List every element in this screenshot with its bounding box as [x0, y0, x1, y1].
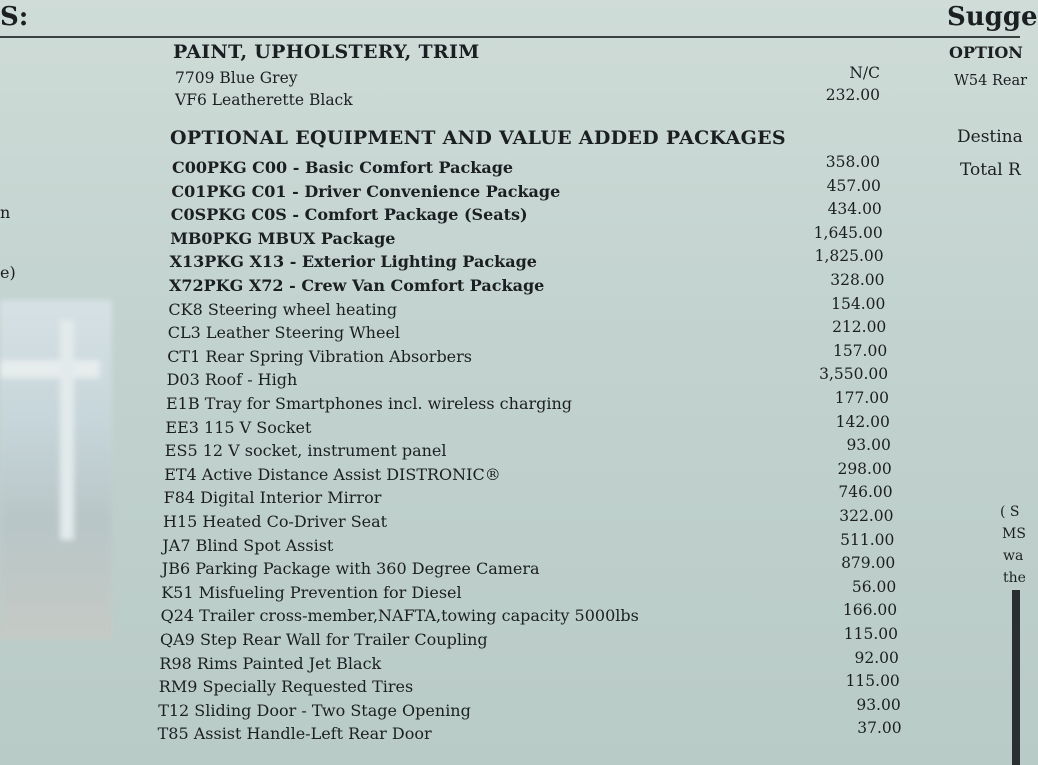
option-item-code: QA9 Step Rear Wall for Trailer Coupling [160, 630, 488, 649]
option-item-price: 93.00 [856, 695, 901, 714]
option-item-code: MB0PKG MBUX Package [170, 228, 396, 248]
option-item-label [162, 559, 540, 578]
option-item-code: C0SPKG C0S [170, 205, 287, 225]
option-item-label [167, 370, 298, 389]
right-total-label: Total R [960, 160, 1021, 180]
option-item-desc: - Basic Comfort Package [287, 158, 514, 177]
option-item-code: X13PKG X13 [169, 252, 285, 272]
option-item-price: 434.00 [827, 200, 882, 219]
option-item-label [159, 677, 413, 696]
background-bar [0, 360, 100, 378]
right-option-header: OPTION [949, 43, 1023, 62]
option-item-code: JB6 Parking Package with 360 Degree Camera [161, 559, 540, 579]
option-item-price: 298.00 [837, 459, 892, 478]
option-item-code: EE3 115 V Socket [165, 417, 312, 437]
option-item-label [168, 300, 397, 319]
option-item-price: 157.00 [832, 341, 888, 360]
right-note-line: wa [1003, 548, 1024, 564]
option-item-code: F84 Digital Interior Mirror [163, 488, 382, 508]
option-item-desc: - Crew Van Comfort Package [283, 276, 545, 295]
option-item-label [171, 205, 528, 224]
background-edge-strip [1012, 590, 1020, 765]
option-item-label [161, 583, 461, 602]
option-item-price: 1,645.00 [813, 223, 883, 242]
option-item-price: 879.00 [841, 554, 896, 573]
option-item-label [167, 347, 472, 366]
option-item-label [163, 512, 387, 531]
right-note-line: the [1003, 570, 1026, 586]
header-left-fragment: S: [0, 2, 29, 32]
option-item-code: CL3 Leather Steering Wheel [167, 323, 401, 343]
option-item-label [161, 606, 639, 625]
option-item-price: 322.00 [839, 507, 894, 525]
option-item-label [170, 229, 395, 248]
option-item-code: H15 Heated Co-Driver Seat [163, 512, 388, 531]
option-item-price: 37.00 [857, 719, 902, 738]
option-item-label [171, 182, 560, 201]
option-item-price: 166.00 [842, 601, 898, 620]
option-item-code: R98 Rims Painted Jet Black [159, 653, 382, 673]
background-pole [60, 320, 74, 540]
trim-item-price: 232.00 [825, 86, 880, 104]
option-item-price: 142.00 [835, 412, 890, 431]
option-item-code: Q24 Trailer cross-member,NAFTA,towing capacity 5000lbs [160, 606, 639, 626]
option-item-code: D03 Roof - High [166, 370, 298, 390]
option-item-price: 3,550.00 [819, 365, 889, 384]
option-item-label [164, 488, 382, 507]
option-item-desc: - Driver Convenience Package [286, 181, 561, 201]
option-item-price: 177.00 [834, 389, 889, 407]
option-item-label [162, 536, 333, 555]
option-item-price: 511.00 [840, 530, 895, 549]
option-item-code: ET4 Active Distance Assist DISTRONIC® [164, 464, 501, 484]
option-item-label [164, 465, 501, 484]
option-item-code: CT1 Rear Spring Vibration Absorbers [167, 346, 473, 366]
option-item-label [159, 654, 381, 673]
option-item-code: T12 Sliding Door - Two Stage Opening [158, 700, 471, 720]
option-item-price: 746.00 [838, 483, 893, 502]
option-item-code: CK8 Steering wheel heating [168, 299, 398, 319]
header-right-fragment: Sugge [947, 2, 1038, 32]
left-edge-fragment: n [0, 203, 11, 222]
option-item-desc: - Comfort Package (Seats) [286, 205, 528, 225]
option-item-label [170, 252, 537, 271]
option-item-label [166, 394, 572, 413]
option-item-price: 358.00 [825, 153, 880, 171]
option-item-code: C01PKG C01 [171, 181, 287, 201]
option-item-code: C00PKG C00 [172, 158, 288, 177]
trim-item-price: N/C [849, 64, 880, 82]
option-item-desc: - Exterior Lighting Package [284, 252, 537, 272]
option-item-price: 115.00 [845, 672, 900, 691]
option-item-price: 56.00 [851, 577, 897, 596]
header-rule [0, 36, 1020, 38]
right-note-line: MS [1002, 526, 1026, 542]
right-note-line: ( S [1000, 504, 1020, 520]
options-section-title: OPTIONAL EQUIPMENT AND VALUE ADDED PACKAGES [170, 127, 786, 149]
option-item-code: T85 Assist Handle-Left Rear Door [157, 724, 432, 744]
right-destination-label: Destina [957, 127, 1023, 147]
option-item-price: 92.00 [854, 648, 899, 667]
paint-section-title: PAINT, UPHOLSTERY, TRIM [173, 41, 480, 63]
option-item-code: RM9 Specially Requested Tires [158, 677, 414, 697]
option-item-price: 154.00 [831, 294, 886, 313]
option-item-price: 212.00 [832, 318, 887, 337]
trim-item-label: 7709 Blue Grey [175, 69, 298, 87]
option-item-label [158, 724, 432, 743]
left-edge-fragment: e) [0, 263, 16, 282]
option-item-label [165, 418, 311, 437]
option-item-code: ES5 12 V socket, instrument panel [164, 441, 447, 461]
option-item-price: 328.00 [830, 271, 885, 289]
option-item-code: X72PKG X72 [169, 276, 284, 295]
option-item-price: 115.00 [843, 625, 898, 643]
option-item-code: E1B Tray for Smartphones incl. wireless charging [166, 394, 573, 413]
trim-item-label: VF6 Leatherette Black [175, 91, 353, 109]
option-item-price: 457.00 [826, 176, 881, 195]
option-item-label [168, 323, 400, 342]
option-item-price: 1,825.00 [814, 247, 884, 266]
option-item-code: K51 Misfueling Prevention for Diesel [161, 582, 462, 602]
option-item-price: 93.00 [846, 436, 891, 455]
option-item-label [165, 441, 447, 460]
option-item-label [158, 701, 471, 720]
right-option-item: W54 Rear [954, 73, 1028, 89]
option-item-code: JA7 Blind Spot Assist [162, 535, 334, 555]
option-item-label [169, 276, 544, 295]
background-blur-structure [0, 300, 112, 640]
option-item-label [160, 630, 488, 649]
option-item-label [172, 158, 513, 177]
